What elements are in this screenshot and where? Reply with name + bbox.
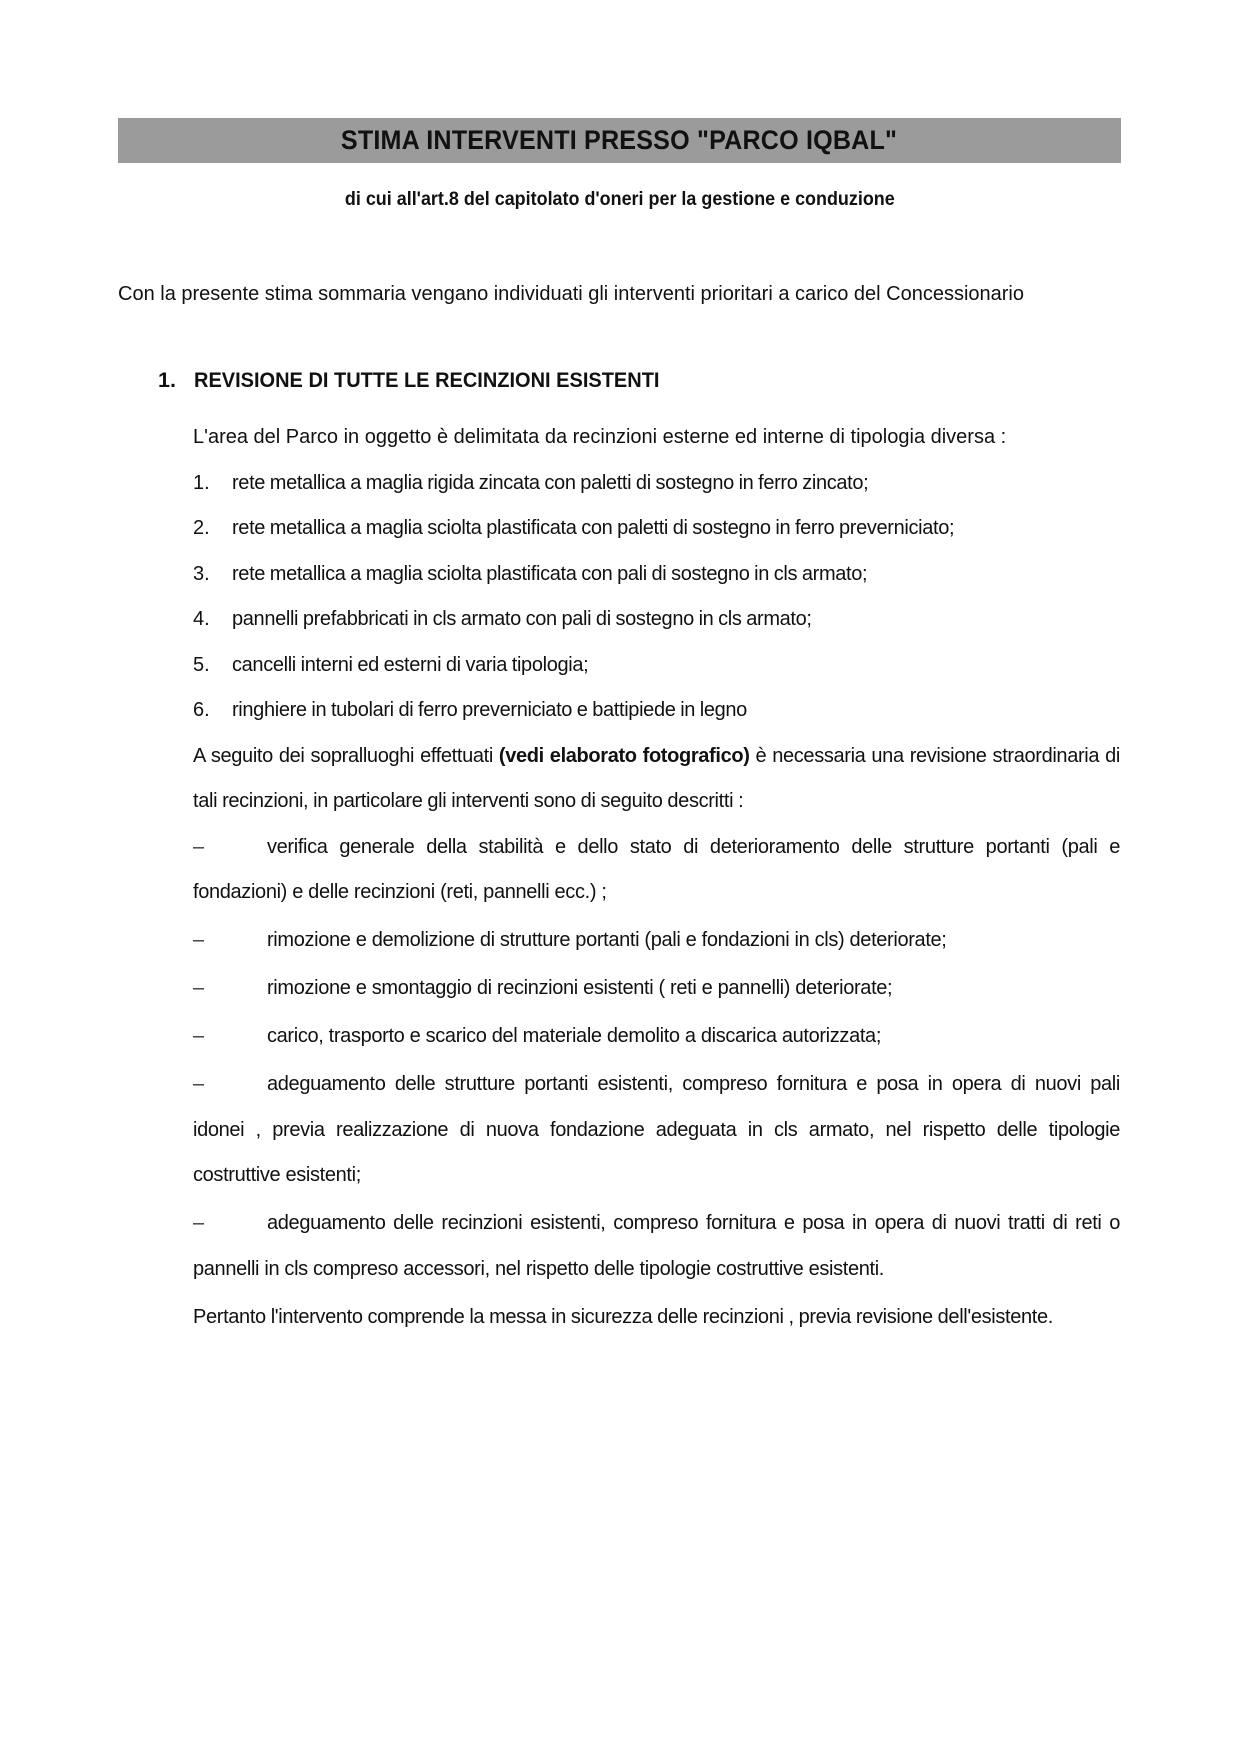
list-item-text: adeguamento delle strutture portanti esistenti, compreso fornitura e posa in opera di nuovi pali idonei , previa realizzazione di nuova fondazione adeguata in cls armato, nel rispetto delle tipologie costruttive esistenti; <box>193 1073 1120 1186</box>
list-item-number: 5. <box>193 653 210 676</box>
conclusion-paragraph: Pertanto l'intervento comprende la messa in sicurezza delle recinzioni , previa revisione dell'esistente. <box>193 1305 1053 1328</box>
list-item-number: 6. <box>193 699 210 721</box>
list-item-text: rete metallica a maglia rigida zincata con paletti di sostegno in ferro zincato; <box>232 471 869 494</box>
fence-types-list <box>193 461 1120 734</box>
list-item <box>193 1201 1120 1292</box>
dash-bullet-icon: – <box>193 929 204 951</box>
dash-bullet-icon: – <box>193 1025 204 1047</box>
list-item-text: pannelli prefabbricati in cls armato con pali di sostegno in cls armato; <box>232 608 812 630</box>
list-item <box>193 966 1120 1012</box>
list-item-text: rete metallica a maglia sciolta plastificata con pali di sostegno in cls armato; <box>232 562 868 585</box>
section-description: L'area del Parco in oggetto è delimitata da recinzioni esterne ed interne di tipologia diversa : <box>193 426 1007 448</box>
list-item-text: ringhiere in tubolari di ferro preverniciato e battipiede in legno <box>232 699 747 721</box>
list-item <box>193 552 1120 598</box>
list-item-text: rimozione e smontaggio di recinzioni esistenti ( reti e pannelli) deteriorate; <box>267 977 893 999</box>
list-item-number: 2. <box>193 517 210 539</box>
title-banner <box>118 118 1121 163</box>
dash-bullet-icon: – <box>193 1212 204 1234</box>
photo-reference: (vedi elaborato fotografico) <box>498 744 750 767</box>
list-item <box>193 918 1120 964</box>
section-heading <box>158 368 695 393</box>
list-item <box>193 1062 1120 1199</box>
list-item-text: rete metallica a maglia sciolta plastificata con paletti di sostegno in ferro preverniciato; <box>232 517 955 539</box>
list-item <box>193 643 1120 689</box>
dash-bullet-icon: – <box>193 977 204 999</box>
list-item-number: 1. <box>193 471 210 494</box>
list-item <box>193 597 1120 643</box>
subtitle-text: di cui all'art.8 del capitolato d'oneri per la gestione e conduzione <box>344 188 895 210</box>
list-item <box>193 688 1120 734</box>
dash-bullet-icon: – <box>193 1073 204 1095</box>
document-title: STIMA INTERVENTI PRESSO "PARCO IQBAL" <box>341 125 898 155</box>
list-item <box>193 506 1120 552</box>
interventions-list <box>193 825 1120 1293</box>
list-item-text: verifica generale della stabilità e dello stato di deterioramento delle strutture portanti (pali e fondazioni) e delle recinzioni (reti, pannelli ecc.) ; <box>193 835 1120 903</box>
section-content <box>193 415 1120 1340</box>
list-item <box>193 1014 1120 1060</box>
list-item-number: 3. <box>193 562 210 585</box>
inspection-paragraph <box>193 734 1120 825</box>
list-item-text: carico, trasporto e scarico del materiale demolito a discarica autorizzata; <box>267 1025 882 1047</box>
list-item-text: adeguamento delle recinzioni esistenti, compreso fornitura e posa in opera di nuovi tratti di reti o pannelli in cls compreso accessori, nel rispetto delle tipologie costruttive esistenti. <box>193 1212 1120 1280</box>
document-subtitle <box>118 188 1121 211</box>
dash-bullet-icon: – <box>193 835 204 858</box>
inspection-text-after: è necessaria una revisione straordinaria di tali recinzioni, in particolare gli interventi sono di seguito descritti : <box>193 744 1120 812</box>
list-item-text: cancelli interni ed esterni di varia tipologia; <box>232 653 589 676</box>
list-item <box>193 825 1120 916</box>
intro-paragraph: Con la presente stima sommaria vengano individuati gli interventi prioritari a carico del Concessionario <box>118 283 1024 305</box>
section-number: 1. <box>158 368 176 392</box>
section-title: REVISIONE DI TUTTE LE RECINZIONI ESISTENTI <box>194 368 660 392</box>
inspection-text-before: A seguito dei sopralluoghi effettuati <box>193 744 499 767</box>
list-item <box>193 461 1120 507</box>
list-item-number: 4. <box>193 608 210 630</box>
list-item-text: rimozione e demolizione di strutture portanti (pali e fondazioni in cls) deteriorate; <box>267 929 947 951</box>
